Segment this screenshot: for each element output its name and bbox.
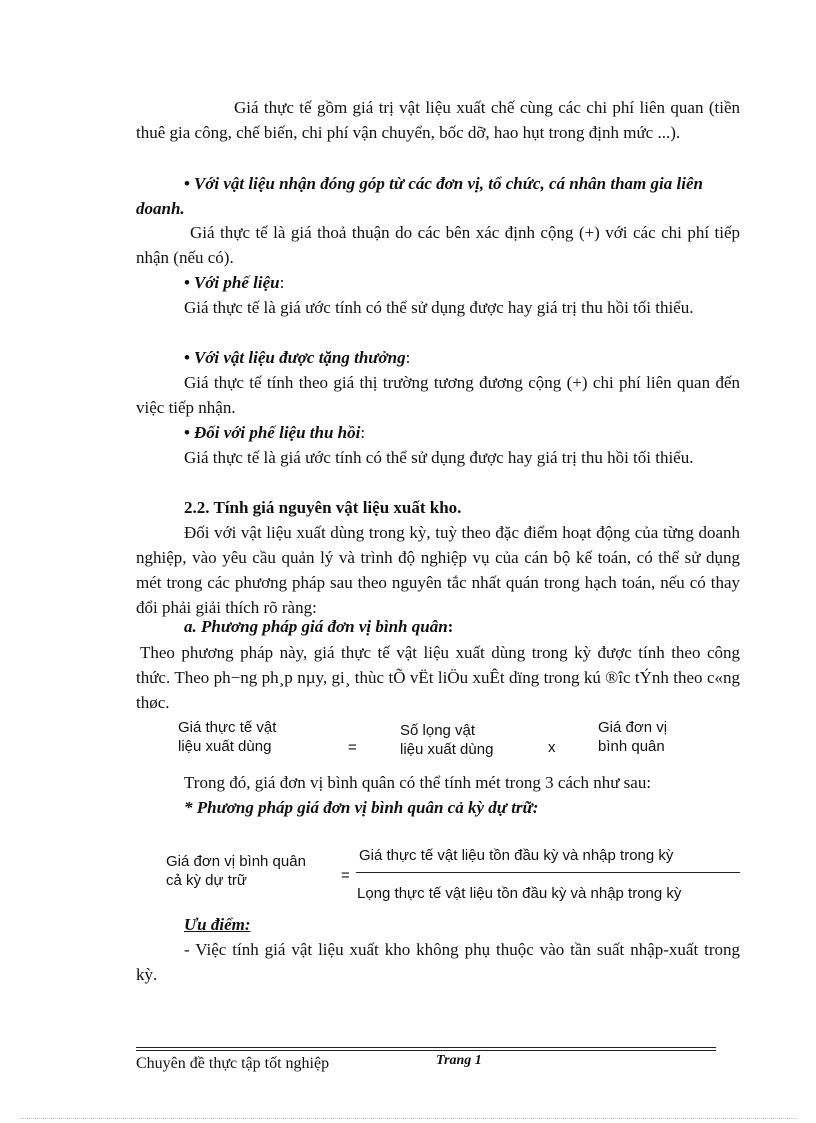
page-number: Trang 1 <box>436 1053 482 1068</box>
heading-scrap: • Với phế liệu: <box>184 273 285 292</box>
formula2-denominator: Lọng thực tế vật liệu tồn đầu kỳ và nhập trong kỳ <box>357 885 682 902</box>
bullet-icon: • <box>184 273 190 292</box>
heading-recovered-scrap: • Đối với phế liệu thu hồi: <box>184 423 366 442</box>
paragraph-advantage: - Việc tính giá vật liệu xuất kho không phụ thuộc vào tần suất nhập-xuất trong kỳ. <box>136 940 740 984</box>
fraction-bar <box>356 872 740 873</box>
paragraph-agreed-price: Giá thực tế là giá thoả thuận do các bên xác định cộng (+) với các chi phí tiếp nhận (nếu có). <box>136 223 740 267</box>
formula2-left-line1: Giá đơn vị bình quân <box>166 853 306 870</box>
heading-joint-venture-text: Với vật liệu nhận đóng góp từ các đơn vị, tổ chức, cá nhân tham gia liên doanh <box>136 174 703 218</box>
bullet-icon: • <box>184 348 190 367</box>
heading-scrap-text: Với phế liệu <box>193 273 280 292</box>
footer-rule-bottom <box>136 1050 716 1051</box>
formula1-left <box>178 718 276 756</box>
page-edge-divider <box>20 1118 796 1119</box>
formula1-mid-line1: Số lọng vật <box>400 722 476 739</box>
formula2-numerator: Giá thực tế vật liệu tồn đầu kỳ và nhập trong kỳ <box>359 847 674 864</box>
advantage-heading: Ưu điểm: <box>184 915 251 934</box>
heading-recovered-scrap-text: Đối với phế liệu thu hồi <box>193 423 361 442</box>
paragraph-recovered-price: Giá thực tế là giá ước tính có thể sử dụng được hay giá trị thu hồi tối thiểu. <box>184 448 694 467</box>
section-heading: 2.2. Tính giá nguyên vật liệu xuất kho. <box>184 498 462 517</box>
subheading-average-method-text: a. Phương pháp giá đơn vị bình quân <box>184 617 448 636</box>
formula1-times: x <box>548 739 556 756</box>
formula1-left-line2: liệu xuất dùng <box>178 738 272 755</box>
heading-gifted: • Với vật liệu được tặng thưởng: <box>184 348 411 367</box>
formula1-middle <box>400 721 493 759</box>
formula1-right-line2: bình quân <box>598 738 665 755</box>
formula2-left-line2: cả kỳ dự trữ <box>166 872 247 889</box>
paragraph-scrap-price: Giá thực tế là giá ước tính có thể sử dụng được hay giá trị thu hồi tối thiểu. <box>184 298 694 317</box>
footer-title: Chuyên đề thực tập tốt nghiệp <box>136 1055 330 1072</box>
formula2-left <box>166 852 306 890</box>
formula1-mid-line2: liệu xuất dùng <box>400 741 494 758</box>
bullet-icon: • <box>184 174 190 193</box>
heading-gifted-text: Với vật liệu được tặng thưởng <box>193 348 406 367</box>
footer-rule-top <box>136 1047 716 1048</box>
paragraph-actual-price: Giá thực tế gồm giá trị vật liệu xuất chế cùng các chi phí liên quan (tiền thuê gia công, chế biến, chi phí vận chuyển, bốc dỡ, hao hụt trong định mức ...). <box>136 98 740 142</box>
formula1-right-line1: Giá đơn vị <box>598 719 668 736</box>
bullet-icon: • <box>184 423 190 442</box>
paragraph-market-price: Giá thực tế tính theo giá thị trường tương đương cộng (+) chi phí liên quan đến việc tiếp nhận. <box>136 373 740 417</box>
method-heading: * Phương pháp giá đơn vị bình quân cả kỳ dự trữ: <box>184 798 539 817</box>
paragraph-methods: Đối với vật liệu xuất dùng trong kỳ, tuỳ theo đặc điểm hoạt động của từng doanh nghiệp, vào yêu cầu quản lý và trình độ nghiệp vụ của cán bộ kế toán, có thể sử dụng mét trong các phương pháp sau theo nguyên tắc nhất quán trong hạch toán, nếu có thay đổi phải giải thích rõ ràng: <box>136 523 740 617</box>
formula2-equals: = <box>341 867 350 884</box>
paragraph-three-ways: Trong đó, giá đơn vị bình quân có thể tính mét trong 3 cách như sau: <box>184 773 652 792</box>
formula1-right <box>598 718 667 756</box>
formula1-left-line1: Giá thực tế vật <box>178 719 277 736</box>
subheading-average-method: a. Phương pháp giá đơn vị bình quân: <box>184 617 454 636</box>
heading-joint-venture: • Với vật liệu nhận đóng góp từ các đơn vị, tổ chức, cá nhân tham gia liên doanh. <box>136 174 703 218</box>
formula1-equals: = <box>348 739 357 756</box>
paragraph-formula-intro: Theo phương pháp này, giá thực tế vật liệu xuất dùng trong kỳ được tính theo công thức. Theo ph−ng ph¸p nµy, gi¸ thùc tÕ vËt liÖu xuÊt dïng trong kú ®îc tÝnh theo c«ng thøc. <box>136 643 740 712</box>
